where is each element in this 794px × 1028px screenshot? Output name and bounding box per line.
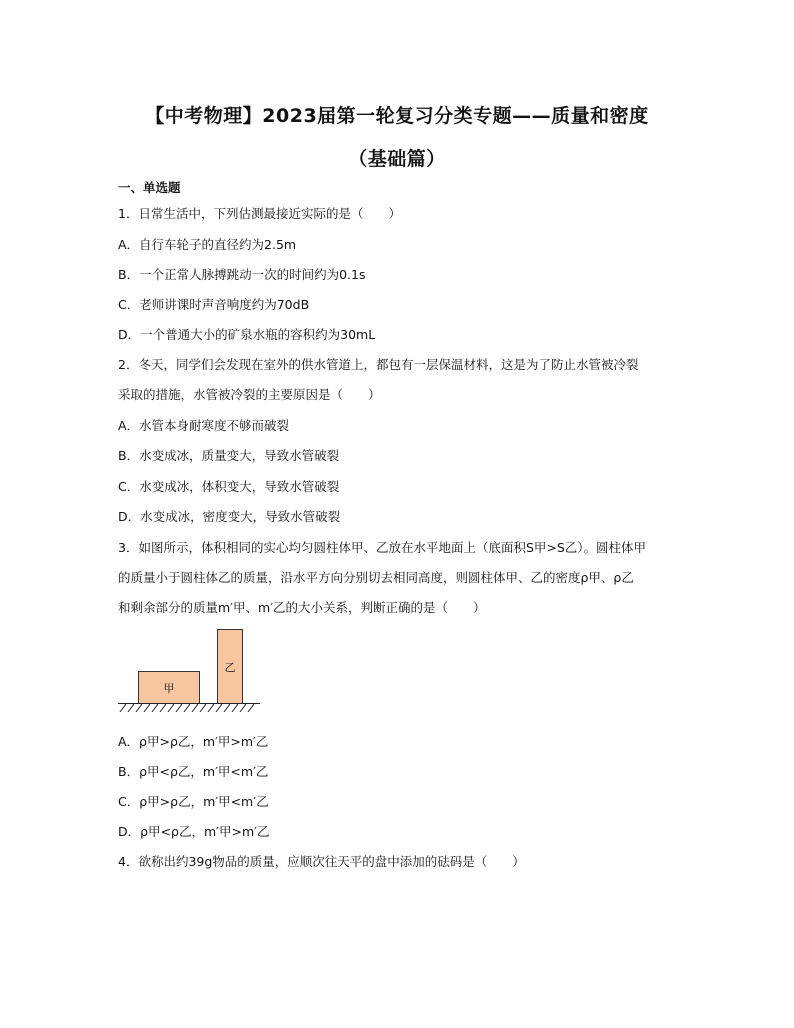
q2-option-b: B．水变成冰，质量变大，导致水管破裂 [118,448,340,463]
q3-option-a: A．ρ甲>ρ乙，m′甲>m′乙 [118,734,269,749]
q1-option-a: A．自行车轮子的直径约为2.5m [118,237,297,252]
q1-option-c: C．老师讲课时声音响度约为70dB [118,297,310,312]
q3-stem-line3: 和剩余部分的质量m′甲、m′乙的大小关系，判断正确的是（ ） [118,600,486,615]
cylinder-yi [217,629,243,704]
q1-option-b: B．一个正常人脉搏跳动一次的时间约为0.1s [118,267,366,282]
q1-option-d: D．一个普通大小的矿泉水瓶的容积约为30mL [118,327,376,342]
q2-option-a: A．水管本身耐寒度不够而破裂 [118,418,290,433]
section-heading: 一、单选题 [118,180,181,195]
q2-stem-line2: 采取的措施，水管被冷裂的主要原因是（ ） [118,387,381,402]
q2-stem-line1: 2．冬天，同学们会发现在室外的供水管道上，都包有一层保温材料，这是为了防止水管被冷裂 [118,357,639,372]
document-subtitle: （基础篇） [348,148,446,170]
document-title: 【中考物理】2023届第一轮复习分类专题——质量和密度 [145,105,649,127]
q2-option-c: C．水变成冰，体积变大，导致水管破裂 [118,479,340,494]
cylinder-yi-label: 乙 [224,660,236,674]
q4-stem: 4．欲称出约39g物品的质量，应顺次往天平的盘中添加的砝码是（ ） [118,854,525,869]
q3-option-d: D．ρ甲<ρ乙，m′甲>m′乙 [118,824,270,839]
q3-option-b: B．ρ甲<ρ乙，m′甲<m′乙 [118,764,269,779]
q2-option-d: D．水变成冰，密度变大，导致水管破裂 [118,509,341,524]
q1-stem: 1．日常生活中，下列估测最接近实际的是（ ） [118,206,401,221]
q3-option-c: C．ρ甲>ρ乙，m′甲<m′乙 [118,794,269,809]
q3-stem-line1: 3．如图所示，体积相同的实心均匀圆柱体甲、乙放在水平地面上（底面积S甲>S乙）。圆柱体甲 [118,540,647,555]
q3-figure [118,626,268,716]
cylinder-jia-label: 甲 [163,681,175,695]
q3-stem-line2: 的质量小于圆柱体乙的质量，沿水平方向分别切去相同高度，则圆柱体甲、乙的密度ρ甲、ρ乙 [118,570,634,585]
cylinder-jia [138,671,200,704]
ground-hatching [118,704,260,712]
